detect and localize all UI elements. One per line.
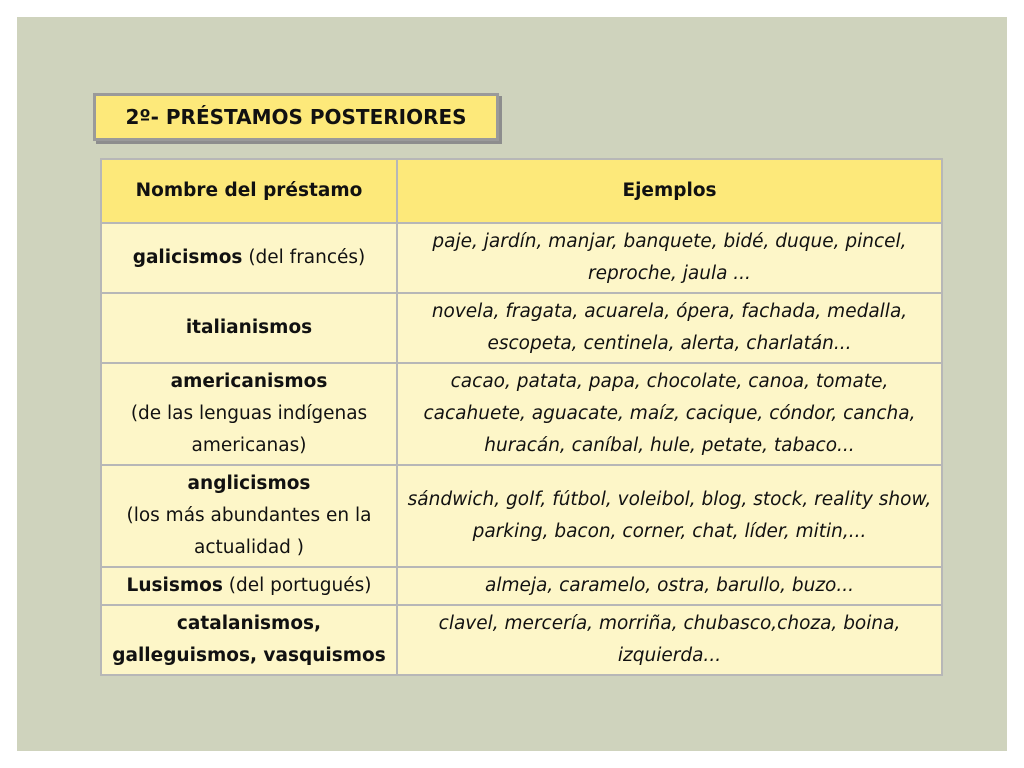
table-header-row (101, 159, 942, 223)
row-examples: clavel, mercería, morriña, chubasco,choza, boina, izquierda... (397, 605, 942, 675)
loanwords-table (100, 158, 943, 676)
row-name-cell (101, 293, 397, 363)
row-name-cell (101, 567, 397, 605)
row-name-cell (101, 363, 397, 465)
row-examples: almeja, caramelo, ostra, barullo, buzo... (397, 567, 942, 605)
row-note: (de las lenguas indígenas americanas) (130, 403, 368, 456)
row-name: americanismos (170, 371, 328, 392)
row-name: galicismos (132, 247, 243, 268)
slide-title (93, 93, 499, 141)
header-examples: Ejemplos (397, 159, 942, 223)
row-name-cell (101, 223, 397, 293)
row-examples: cacao, patata, papa, chocolate, canoa, tomate, cacahuete, aguacate, maíz, cacique, cóndor, cancha, huracán, caníbal, hule, petate, tabaco... (397, 363, 942, 465)
row-note: (del francés) (242, 247, 366, 268)
table-row (101, 605, 942, 675)
table-row (101, 567, 942, 605)
row-name: catalanismos, galleguismos, vasquismos (112, 613, 386, 666)
table-row (101, 223, 942, 293)
row-name-cell (101, 605, 397, 675)
row-note: (los más abundantes en la actualidad ) (126, 505, 372, 558)
row-examples: novela, fragata, acuarela, ópera, fachada, medalla, escopeta, centinela, alerta, charlatán... (397, 293, 942, 363)
table-row (101, 363, 942, 465)
row-name: Lusismos (126, 575, 223, 596)
row-examples: paje, jardín, manjar, banquete, bidé, duque, pincel, reproche, jaula ... (397, 223, 942, 293)
header-name: Nombre del préstamo (101, 159, 397, 223)
row-name: italianismos (185, 317, 313, 338)
row-name: anglicismos (187, 473, 311, 494)
slide-title-text: 2º- PRÉSTAMOS POSTERIORES (125, 105, 467, 129)
row-examples: sándwich, golf, fútbol, voleibol, blog, stock, reality show, parking, bacon, corner, chat, líder, mitin,... (397, 465, 942, 567)
row-name-cell (101, 465, 397, 567)
table-row (101, 465, 942, 567)
row-note: (del portugués) (222, 575, 372, 596)
table-row (101, 293, 942, 363)
